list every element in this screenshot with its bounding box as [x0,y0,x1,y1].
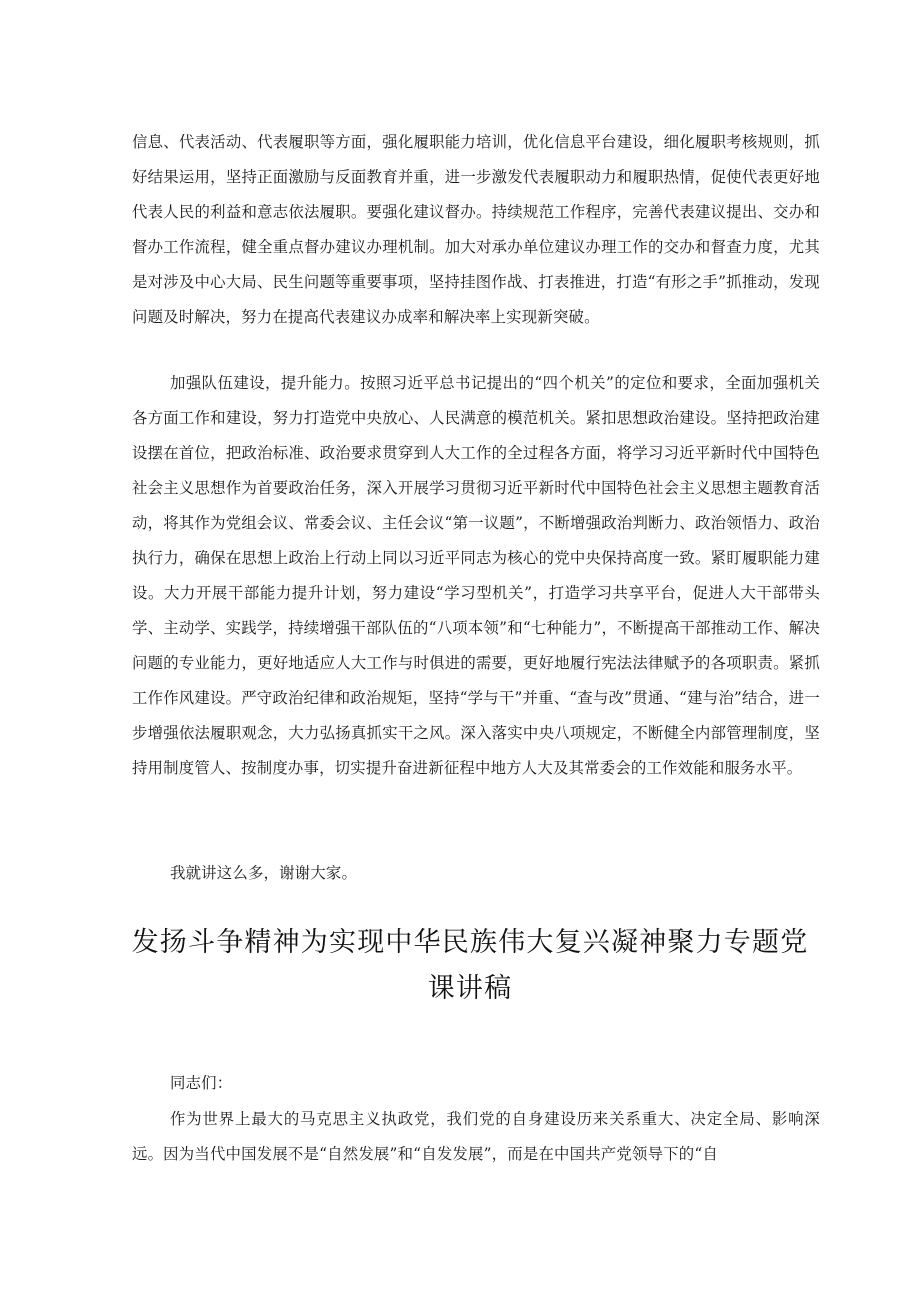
greeting [132,1066,820,1101]
paragraph-continued [132,125,820,335]
paragraph-closing [132,856,820,891]
paragraph-team-building [132,366,820,786]
paragraph-intro [132,1102,820,1172]
paragraph-top-text: 信息、代表活动、代表履职等方面，强化履职能力培训，优化信息平台建设，细化履职考核规则，抓好结果运用，坚持正面激励与反面教育并重，进一步激发代表履职动力和履职热情，促使代表更好地代表人民的利益和意志依法履职。要强化建议督办。持续规范工作程序，完善代表建议提出、交办和督办工作流程，健全重点督办建议办理机制。加大对承办单位建议办理工作的交办和督查力度，尤其是对涉及中心大局、民生问题等重要事项，坚持挂图作战、打表推进，打造“有形之手”抓推动，发现问题及时解决，努力在提高代表建议办成率和解决率上实现新突破。 [132,133,820,326]
greeting-text: 同志们： [170,1074,233,1092]
paragraph-closing-text: 我就讲这么多，谢谢大家。 [170,864,358,882]
paragraph-intro-text: 作为世界上最大的马克思主义执政党，我们党的自身建设历来关系重大、决定全局、影响深远。因为当代中国发展不是“自然发展”和“自发发展”，而是在中国共产党领导下的“自 [132,1110,820,1163]
document-title: 发扬斗争精神为实现中华民族伟大复兴凝神聚力专题党课讲稿 [131,927,809,1004]
paragraph-second-text: 加强队伍建设，提升能力。按照习近平总书记提出的“四个机关”的定位和要求，全面加强机关各方面工作和建设，努力打造党中央放心、人民满意的模范机关。紧扣思想政治建设。坚持把政治建设摆在首位，把政治标准、政治要求贯穿到人大工作的全过程各方面，将学习习近平新时代中国特色社会主义思想作为首要政治任务，深入开展学习贯彻习近平新时代中国特色社会主义思想主题教育活动，将其作为党组会议、常委会议、主任会议“第一议题”，不断增强政治判断力、政治领悟力、政治执行力，确保在思想上政治上行动上同以习近平同志为核心的党中央保持高度一致。紧盯履职能力建设。大力开展干部能力提升计划，努力建设“学习型机关”，打造学习共享平台，促进人大干部带头学、主动学、实践学，持续增强干部队伍的“八项本领”和“七种能力”，不断提高干部推动工作、解决问题的专业能力，更好地适应人大工作与时俱进的需要，更好地履行宪法法律赋予的各项职责。紧抓工作作风建设。严守政治纪律和政治规矩，坚持“学与干”并重、“查与改”贯通、“建与治”结合，进一步增强依法履职观念，大力弘扬真抓实干之风。深入落实中央八项规定，不断健全内部管理制度，坚持用制度管人、按制度办事，切实提升奋进新征程中地方人大及其常委会的工作效能和服务水平。 [132,374,820,777]
